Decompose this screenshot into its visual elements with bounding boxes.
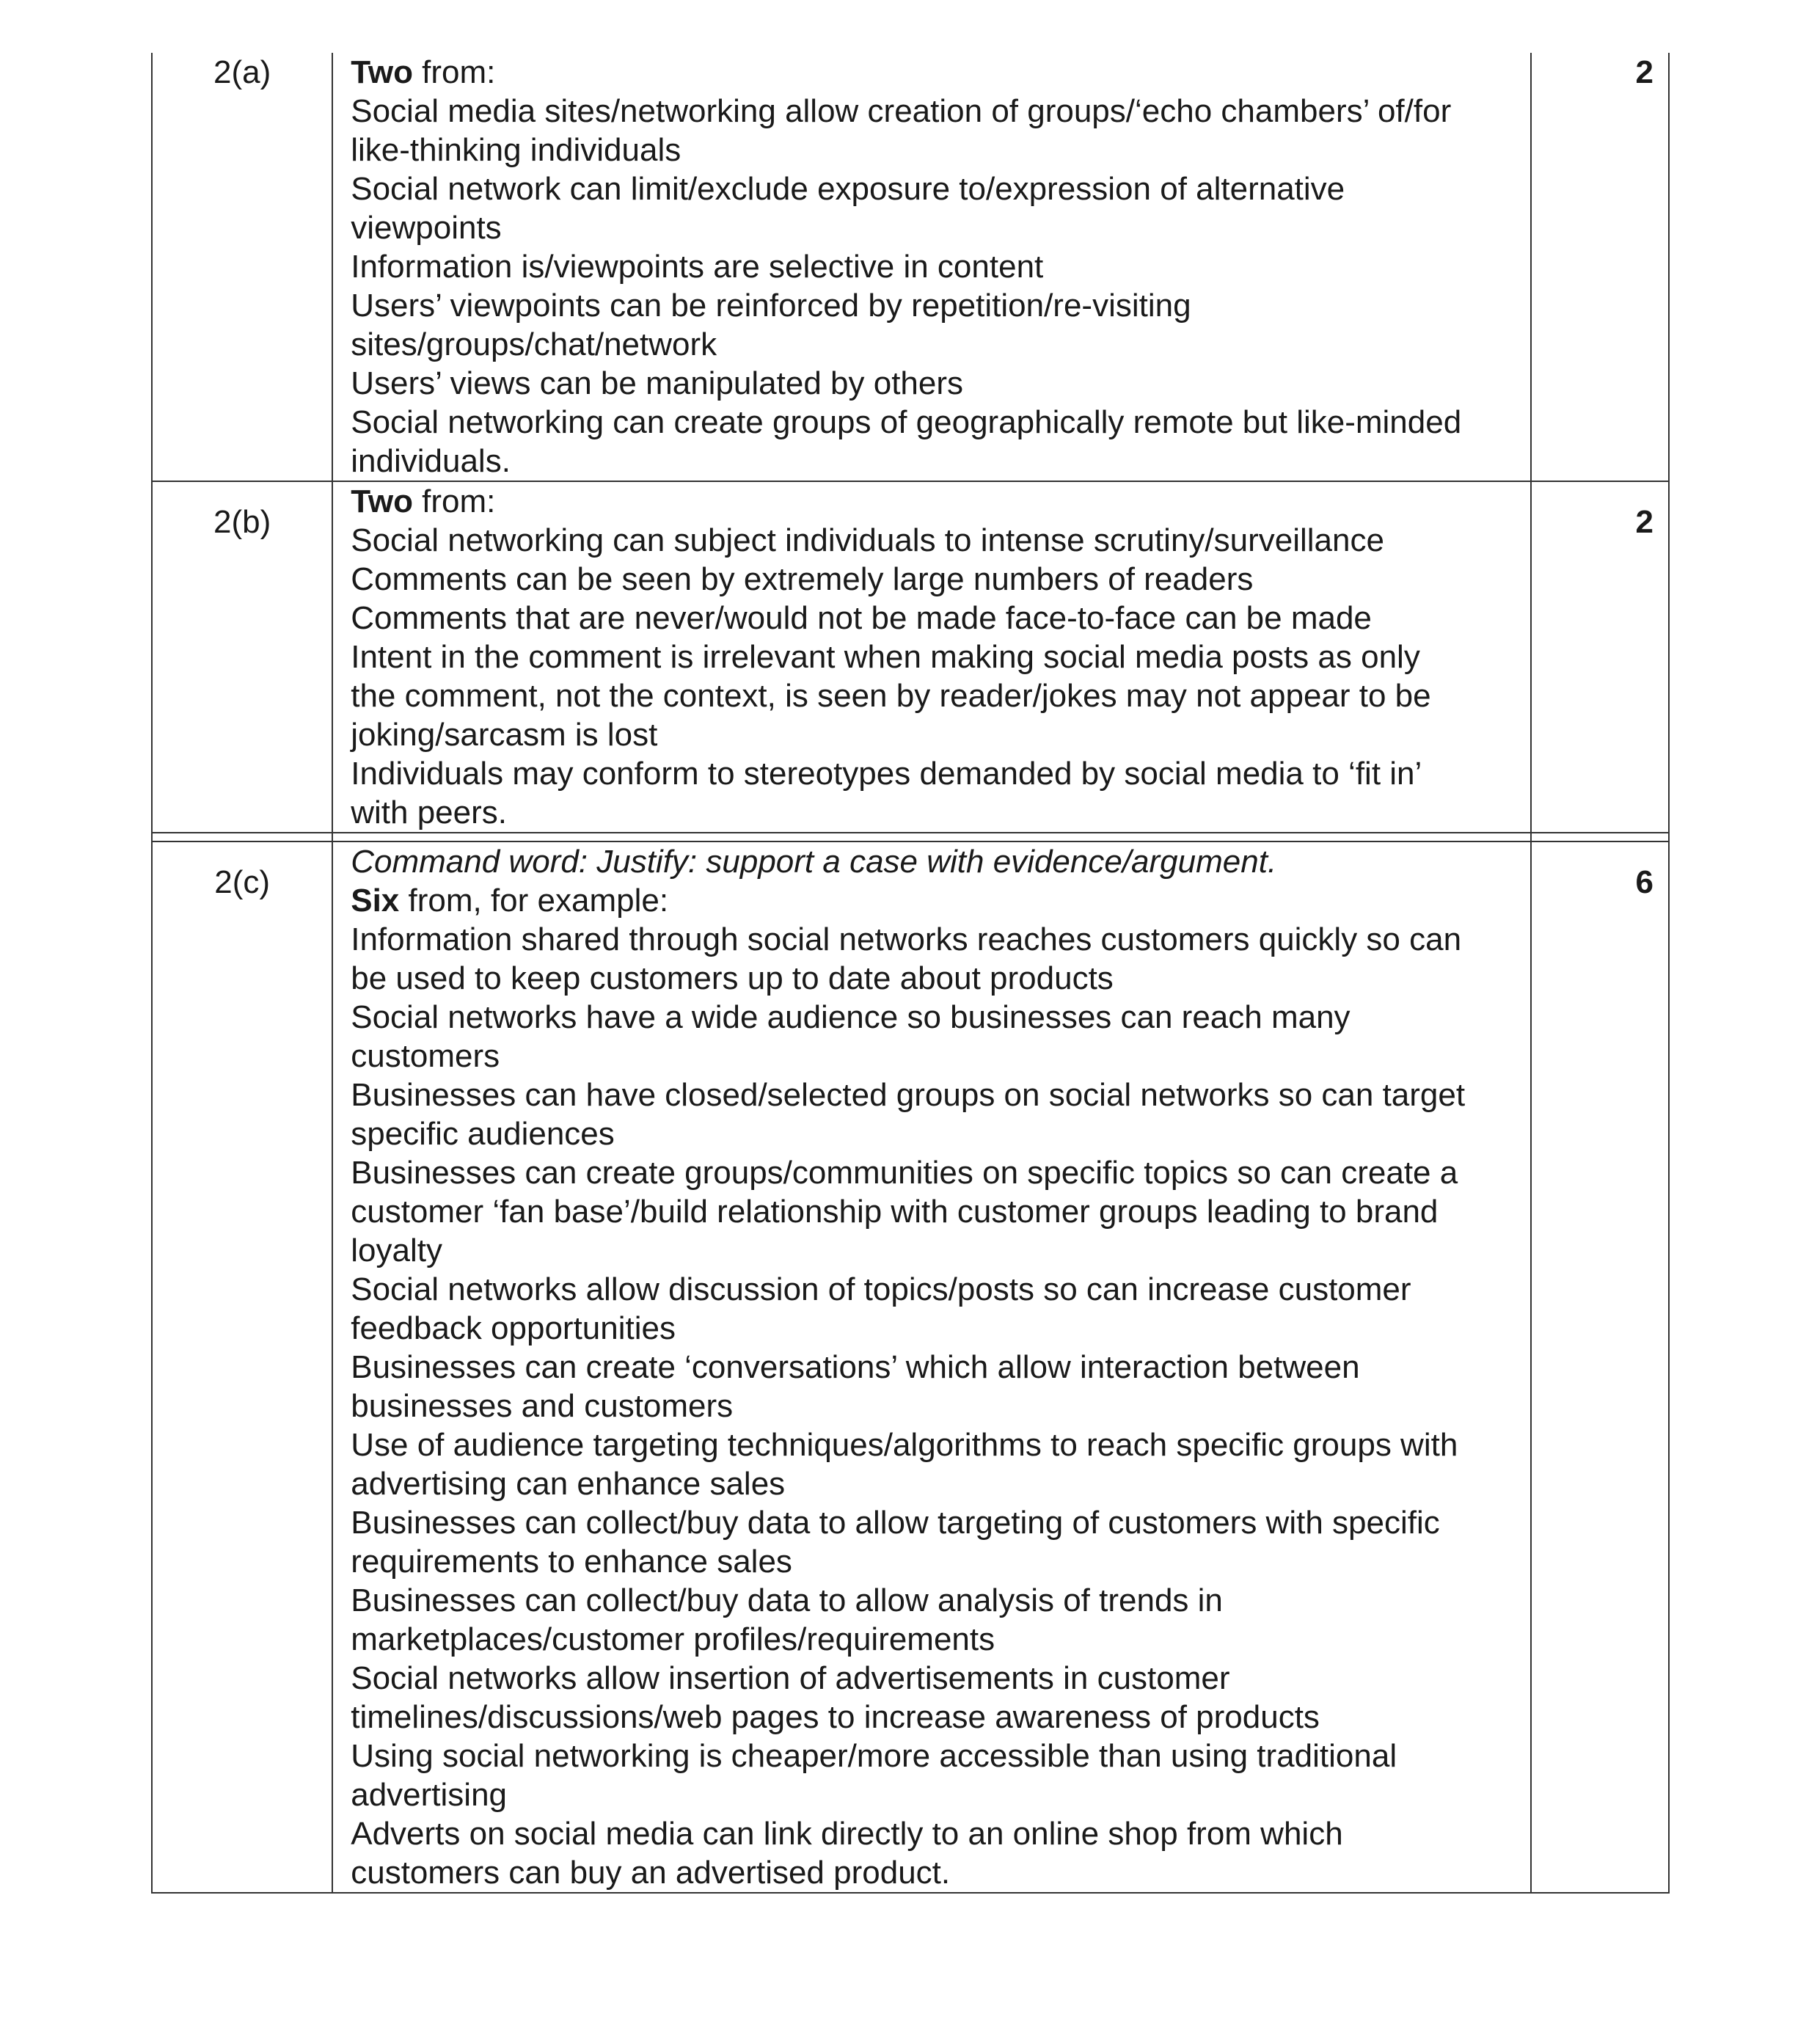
answer-line: customer ‘fan base’/build relationship with customer groups leading to brand	[351, 1194, 1439, 1230]
answer-intro	[351, 53, 1513, 92]
divider-cell	[152, 833, 332, 841]
answer-line: Businesses can have closed/selected groups on social networks so can target	[351, 1077, 1466, 1113]
marks-value: 2	[1635, 504, 1653, 540]
answer-line: feedback opportunities	[351, 1310, 676, 1346]
marks-cell	[1531, 481, 1669, 833]
answer-line: Businesses can create groups/communities on specific topics so can create a	[351, 1155, 1458, 1191]
answer-line: loyalty	[351, 1233, 442, 1268]
answer-line: Social networks allow discussion of topics/posts so can increase customer	[351, 1271, 1411, 1307]
answer-line: Businesses can create ‘conversations’ which allow interaction between	[351, 1349, 1360, 1385]
intro-rest: from:	[412, 483, 496, 519]
intro-rest: from, for example:	[399, 883, 669, 919]
answer-line: Social networking can subject individuals to intense scrutiny/surveillance	[351, 522, 1384, 558]
answer-line: Use of audience targeting techniques/algorithms to reach specific groups with	[351, 1427, 1458, 1463]
answer-line: Adverts on social media can link directly to an online shop from which	[351, 1816, 1343, 1852]
answer-line: individuals.	[351, 443, 511, 479]
answer-line: businesses and customers	[351, 1388, 734, 1424]
answer-line: Information shared through social networks reaches customers quickly so can	[351, 921, 1462, 957]
marks-value: 2	[1635, 54, 1653, 90]
answer-line: Users’ views can be manipulated by others	[351, 365, 964, 401]
answer-line: customers	[351, 1038, 500, 1074]
answer-line: customers can buy an advertised product.	[351, 1855, 951, 1891]
answer-line: Social network can limit/exclude exposure to/expression of alternative	[351, 171, 1345, 207]
answer-line: viewpoints	[351, 210, 502, 246]
marks-value: 6	[1635, 864, 1653, 900]
answer-intro	[351, 482, 1513, 521]
answer-line: Information is/viewpoints are selective in content	[351, 249, 1044, 285]
double-rule-divider	[152, 833, 1669, 841]
answer-line: Social networking can create groups of geographically remote but like-minded	[351, 404, 1462, 440]
table-row-2c	[152, 841, 1669, 1893]
answer-cell	[332, 841, 1531, 1893]
answer-line: requirements to enhance sales	[351, 1544, 792, 1580]
answer-line: joking/sarcasm is lost	[351, 717, 658, 753]
answer-line: Social media sites/networking allow creation of groups/‘echo chambers’ of/for	[351, 93, 1452, 129]
question-number-cell	[152, 481, 332, 833]
intro-bold: Two	[351, 483, 413, 519]
answer-line: advertising	[351, 1777, 508, 1813]
answer-line: marketplaces/customer profiles/requirements	[351, 1621, 995, 1657]
answer-line: be used to keep customers up to date about products	[351, 960, 1114, 996]
answer-line: Comments can be seen by extremely large numbers of readers	[351, 561, 1254, 597]
answer-cell	[332, 53, 1531, 481]
answer-line: specific audiences	[351, 1116, 615, 1152]
answer-line: Social networks allow insertion of advertisements in customer	[351, 1660, 1230, 1696]
answer-intro	[351, 881, 1513, 920]
divider-cell	[1531, 833, 1669, 841]
question-number-cell	[152, 53, 332, 481]
intro-bold: Six	[351, 883, 400, 919]
answer-line: Intent in the comment is irrelevant when making social media posts as only	[351, 639, 1420, 675]
question-number: 2(c)	[214, 864, 270, 900]
question-number: 2(a)	[213, 54, 271, 90]
answer-line: Using social networking is cheaper/more accessible than using traditional	[351, 1738, 1397, 1774]
answer-line: like-thinking individuals	[351, 132, 681, 168]
answer-line: the comment, not the context, is seen by reader/jokes may not appear to be	[351, 678, 1431, 714]
question-number: 2(b)	[213, 504, 271, 540]
marks-cell	[1531, 53, 1669, 481]
answer-line: timelines/discussions/web pages to increase awareness of products	[351, 1699, 1320, 1735]
answer-line: Businesses can collect/buy data to allow analysis of trends in	[351, 1582, 1223, 1618]
answer-line: Social networks have a wide audience so businesses can reach many	[351, 999, 1351, 1035]
answer-line: Comments that are never/would not be made face-to-face can be made	[351, 600, 1372, 636]
table-row-2a	[152, 53, 1669, 481]
divider-cell	[332, 833, 1531, 841]
answer-line: sites/groups/chat/network	[351, 326, 717, 362]
answer-line: Users’ viewpoints can be reinforced by repetition/re-visiting	[351, 288, 1191, 324]
command-word-note: Command word: Justify: support a case with evidence/argument.	[351, 844, 1277, 880]
answer-line: advertising can enhance sales	[351, 1466, 786, 1502]
answer-line: Individuals may conform to stereotypes demanded by social media to ‘fit in’	[351, 756, 1422, 792]
marks-cell	[1531, 841, 1669, 1893]
question-number-cell	[152, 841, 332, 1893]
table-row-2b	[152, 481, 1669, 833]
intro-bold: Two	[351, 54, 413, 90]
answer-line: Businesses can collect/buy data to allow targeting of customers with specific	[351, 1505, 1440, 1541]
mark-scheme-table	[151, 53, 1670, 1894]
answer-cell	[332, 481, 1531, 833]
answer-line: with peers.	[351, 795, 507, 830]
intro-rest: from:	[412, 54, 496, 90]
